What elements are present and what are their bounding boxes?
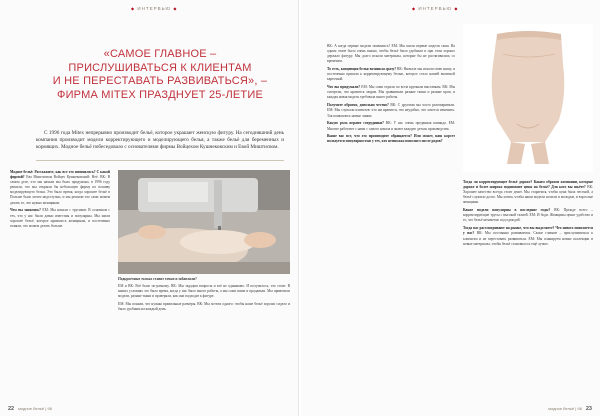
caption-question: Подкроечные только ставят точки и забавляли?: [118, 277, 197, 281]
text-column: [463, 180, 593, 250]
photo-caption: [118, 277, 290, 282]
answer: ВК: Прежде всего – корректирующие трусы с высокой талией. ЕМ: И боди. Женщины ценят удобство и то, что бельё незаметно под одеждой.: [463, 208, 593, 223]
headline-line: ПРИСЛУШИВАТЬСЯ К КЛИЕНТАМ: [68, 61, 252, 74]
text-column: [10, 170, 110, 232]
divider: [36, 160, 284, 161]
answer: ВК: Хорошее качество всегда стоит денег. Мы стараемся, чтобы цена была честной, а бельё служило долго. Мы хотим, чтобы наши модели носили и молодые, и взрослые женщины.: [463, 185, 593, 205]
headline-line: И НЕ ПЕРЕСТАВАТЬ РАЗВИВАТЬСЯ», –: [52, 75, 268, 87]
question: Какую роль играют сотрудники?: [327, 121, 384, 126]
paragraph: [327, 85, 455, 100]
paragraph: ЕМ и ВК: Всё было по-разному. ВК: Мы зададим вопросы и всё не одинаково. И получилось, что стоит. В наших условиях это было время, когда у нас было много работы, а мы сами шили и продавали. Мы привозили модели, разные ткани и проверяли, как они подходят к фигуре.: [118, 284, 290, 299]
sewing-photo: [118, 170, 290, 274]
answer: ВК: Вначале мы искали свою нишу, и постепенно пришли к корректирующему белью, которое стало нашей визитной карточкой.: [327, 67, 456, 82]
intro-paragraph: С 1996 года Mitex непрерывно производит бельё, которое украшает женскую фигуру. На сегодняшний день компания производит модели корректирующего и моделирующего белья, а также бельё для беременных и кормящих. Модное бельё побеседовало с основателями фирмы Войцехом Кушнековским и Евой Миштисвом.: [36, 130, 284, 150]
headline-line: «САМОЕ ГЛАВНОЕ –: [103, 48, 217, 60]
text-column: [327, 44, 455, 147]
magazine-name: модное бельё | 98: [18, 406, 52, 411]
shapewear-image: [463, 24, 593, 172]
page-title: [40, 48, 280, 102]
answer: ВК: Мы постоянно развиваемся. Самое главное – прислушиваться к клиентам и не переставать развиваться. ЕМ: Мы планируем новые коллекции и новые материалы, чтобы бельё становилось ещё лучше.: [463, 231, 593, 246]
page-folio: [548, 406, 592, 412]
question: Чем вы занялись?: [10, 208, 41, 213]
paragraph: ЕМ: Мы поняли, что нужны правильные размеры. ВК: Мы хотели одного: чтобы наше бельё хорошо сидело и было удобным на каждый день.: [118, 302, 290, 312]
page-folio: [8, 406, 52, 412]
question: Что вы придумали?: [327, 85, 361, 90]
question: Модное бельё: Расскажите, как все это начиналось? С какой фирмой?: [10, 170, 110, 180]
magazine-name: модное бельё | 98: [548, 406, 582, 411]
page-number: 23: [585, 406, 592, 412]
rubric: [131, 6, 177, 11]
left-page: [0, 0, 299, 416]
paragraph: [463, 208, 593, 223]
answer: ВК: У нас очень преданная команда. ЕМ: Многие работают с нами с самого начала и знают каждую деталь производства.: [327, 121, 455, 131]
question: Какие модели популярны в последние годы?: [463, 208, 551, 213]
paragraph: [10, 170, 110, 206]
answer: ВК: А когда первые модели появились? ЕМ: Мы шили первые модели сами. На одном этапе было очень важно, чтобы бельё было удобным и при этом хорошо держало фигуру. Мы долго искали материалы, которые бы не растягивались со временем.: [327, 44, 455, 64]
paragraph: [327, 67, 455, 82]
text-column: [118, 284, 290, 315]
answer: ЕМ: Мы начали с трусиков. В основном с тех, что у нас были давно известны и популярны. Мы шили хорошее бельё, которое нравилось женщинам, и постепенно поняли, что можем делать больше.: [10, 208, 110, 228]
question: Тогда вас рассматривают на рынке, что вы выделяете? Что нового появляется у вас?: [463, 226, 593, 236]
diamond-icon: ◆: [412, 6, 417, 11]
question: То есть, концепция белья возникла сразу?: [327, 67, 397, 72]
diamond-icon: ◆: [131, 6, 136, 11]
paragraph: [327, 103, 455, 118]
question: Тогда ли корректирующее бельё дороже? Каким образом компании, которые дороже и более широко поднимают цены на бельё? Для кого вы шьёте?: [463, 180, 593, 190]
paragraph: [463, 180, 593, 205]
shapewear-photo: [463, 24, 593, 172]
question: Выше вас все, что это производите обращается? Или может, наш корсет пользуется популярностью у тех, кто немножко пополнел после родов?: [327, 134, 455, 144]
paragraph: [327, 44, 455, 64]
diamond-icon: ◆: [173, 6, 178, 11]
rubric-label: ИНТЕРВЬЮ: [418, 6, 453, 11]
page-number: 22: [8, 406, 15, 412]
rubric: [412, 6, 458, 11]
sewing-machine-image: [118, 170, 290, 274]
right-page: [301, 0, 600, 416]
question: Получите обратно, довольно честно?: [327, 103, 389, 108]
answer: ЕМ: Мы сами ездили по всем крупным выставкам. ВК: Мы смотрели, что нравится людям. Мы сравнивали разные ткани и разные крои, и каждая новая модель требовала много работы.: [327, 85, 456, 100]
headline-line: ФИРМА MITEX ПРАЗДНУЕТ 25-ЛЕТИЕ: [57, 88, 263, 101]
answer: ВК: С другими мы часто разговаривали. ЕМ: Мы слушали клиентов: что им нравится, что неудобно, что хочется изменить. Так появлялись новые линии.: [327, 103, 455, 118]
diamond-icon: ◆: [454, 6, 459, 11]
rubric-label: ИНТЕРВЬЮ: [137, 6, 172, 11]
paragraph: [463, 226, 593, 246]
paragraph: [10, 208, 110, 228]
paragraph: [327, 134, 455, 144]
answer: Ева Миштисвом Войцех Кушнековский: Неё. ВК: В самом деле, что мы начали мы было придумано, в 1996 году решили, что мы открыли бы небольшую фирму по пошиву моделирующего белья. Это было время, когда хорошее бельё в Польше было почти недоступно, и мы решили что сами можем делать то, что нужно женщинам.: [10, 175, 110, 205]
paragraph: [327, 121, 455, 131]
